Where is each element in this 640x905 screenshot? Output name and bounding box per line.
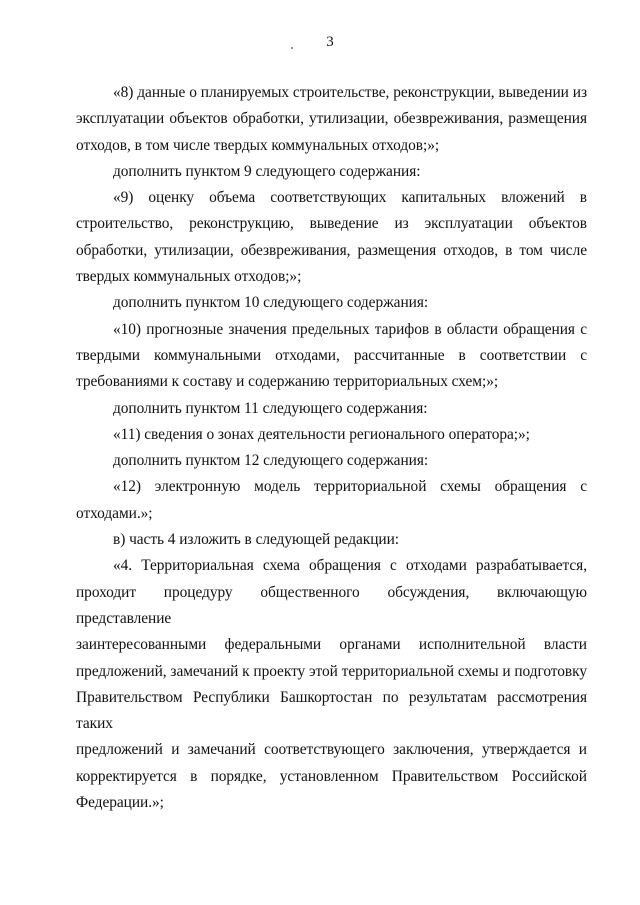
paragraph-line: проходит процедуру общественного обсуждения, включающую представление <box>76 583 587 627</box>
paragraph <box>76 553 587 816</box>
paragraph <box>76 185 587 290</box>
paragraph-line: дополнить пунктом 12 следующего содержания: <box>113 452 429 470</box>
paragraph <box>76 159 587 185</box>
paragraph-line: требованиями к составу и содержанию территориальных схем;»; <box>76 373 499 391</box>
paragraph-line: Правительством Республики Башкортостан по результатам рассмотрения таких <box>76 688 587 733</box>
paragraph-line: «8) данные о планируемых строительстве, реконструкции, выведении из <box>113 84 587 101</box>
paragraph <box>76 422 587 448</box>
paragraph-line: обработки, утилизации, обезвреживания, размещения отходов, в том числе <box>76 241 587 259</box>
paragraph <box>76 474 587 527</box>
paragraph-line: «4. Территориальная схема обращения с отходами разрабатывается, <box>113 557 587 575</box>
paragraph-line: «12) электронную модель территориальной схемы обращения с <box>113 478 587 496</box>
paragraph-line: отходов, в том числе твердых коммунальных отходов;»; <box>76 136 440 154</box>
document-body <box>76 80 587 816</box>
paragraph-line: «11) сведения о зонах деятельности регионального оператора;»; <box>113 425 530 443</box>
paragraph-line: твердыми коммунальными отходами, рассчитанные в соответствии с <box>76 346 587 364</box>
paragraph-line: предложений, замечаний к проекту этой территориальной схемы и подготовку <box>76 662 587 680</box>
page-number: 3 <box>326 34 334 50</box>
paragraph-line: дополнить пунктом 11 следующего содержания: <box>113 399 428 417</box>
paragraph <box>76 396 587 422</box>
paragraph-line: предложений и замечаний соответствующего заключения, утверждается и <box>76 741 587 759</box>
paragraph <box>76 290 587 316</box>
paragraph-line: дополнить пунктом 10 следующего содержания: <box>113 294 429 312</box>
paragraph <box>76 527 587 553</box>
paragraph-line: Федерации.»; <box>76 794 164 812</box>
paragraph-line: заинтересованными федеральными органами исполнительной власти <box>76 636 587 654</box>
paragraph-line: твердых коммунальных отходов;»; <box>76 268 302 286</box>
paragraph <box>76 80 587 159</box>
paragraph-line: «9) оценку объема соответствующих капитальных вложений в <box>113 189 587 207</box>
paragraph-line: дополнить пунктом 9 следующего содержания: <box>113 162 421 180</box>
paragraph-line: «10) прогнозные значения предельных тарифов в области обращения с <box>113 320 587 338</box>
paragraph <box>76 448 587 474</box>
scan-speck <box>291 47 293 49</box>
paragraph <box>76 317 587 396</box>
paragraph-line: в) часть 4 изложить в следующей редакции: <box>113 531 399 549</box>
paragraph-line: эксплуатации объектов обработки, утилизации, обезвреживания, размещения <box>76 110 587 128</box>
paragraph-line: корректируется в порядке, установленном Правительством Российской <box>76 767 587 785</box>
paragraph-line: строительство, реконструкцию, выведение из эксплуатации объектов <box>76 215 587 233</box>
paragraph-line: отходами.»; <box>76 504 153 522</box>
